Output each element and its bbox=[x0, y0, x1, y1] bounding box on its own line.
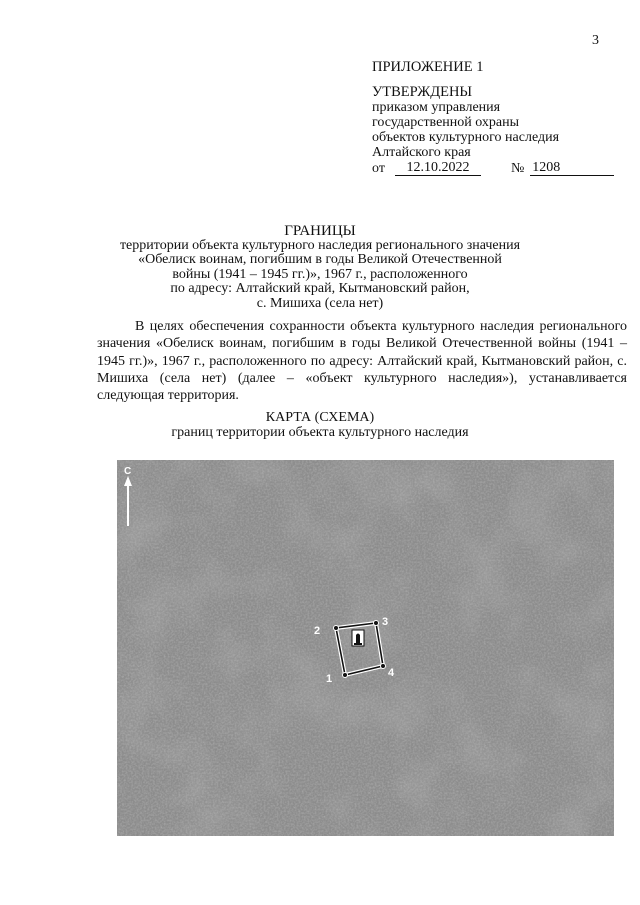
approval-line: объектов культурного наследия bbox=[372, 130, 560, 145]
number-prefix: № bbox=[510, 161, 525, 176]
title-line: с. Мишиха (села нет) bbox=[256, 295, 384, 311]
appendix-heading: ПРИЛОЖЕНИЕ 1 bbox=[372, 59, 484, 75]
order-date: 12.10.2022 bbox=[395, 160, 481, 176]
approved-label: УТВЕРЖДЕНЫ bbox=[372, 84, 473, 100]
title-line: войны (1941 – 1945 гг.)», 1967 г., расположенного bbox=[172, 266, 468, 282]
title-line: территории объекта культурного наследия регионального значения bbox=[119, 237, 521, 253]
map-subtitle: границ территории объекта культурного наследия bbox=[171, 424, 469, 440]
approval-line: приказом управления bbox=[372, 100, 501, 115]
point-label-2: 2 bbox=[314, 625, 321, 637]
map-image bbox=[117, 460, 614, 836]
approval-block bbox=[372, 60, 614, 176]
map-title bbox=[100, 411, 540, 440]
title-line: «Обелиск воинам, погибшим в годы Великой Отечественной bbox=[138, 252, 502, 267]
order-line bbox=[372, 160, 614, 176]
order-number: 1208 bbox=[530, 160, 614, 176]
page-number: 3 bbox=[592, 33, 599, 48]
point-label-1: 1 bbox=[326, 673, 333, 685]
point-label-4: 4 bbox=[388, 667, 395, 679]
body-paragraph bbox=[97, 318, 627, 404]
document-title bbox=[100, 224, 540, 311]
paragraph-text: В целях обеспечения сохранности объекта культурного наследия регионального значения «Обелиск воинам, погибшим в годы Великой Отечественной войны (1941 – 1945 гг.)», 1967 г., расположенного по адресу: Алтайский край, Кытмановский район, с. Мишиха (села нет) (далее – «объект культурного наследия»), устанавливается следующая территория. bbox=[97, 319, 627, 404]
approval-line: государственной охраны bbox=[372, 115, 520, 130]
date-prefix: от bbox=[372, 161, 385, 176]
map-grain bbox=[117, 460, 614, 836]
monument-icon bbox=[352, 630, 364, 646]
map-heading: КАРТА (СХЕМА) bbox=[265, 410, 375, 425]
approval-line: Алтайского края bbox=[372, 145, 471, 160]
title-heading: ГРАНИЦЫ bbox=[284, 223, 356, 239]
satellite-map bbox=[117, 460, 614, 836]
north-label: С bbox=[124, 466, 132, 477]
title-line: по адресу: Алтайский край, Кытмановский район, bbox=[170, 281, 470, 296]
point-label-3: 3 bbox=[382, 616, 389, 628]
